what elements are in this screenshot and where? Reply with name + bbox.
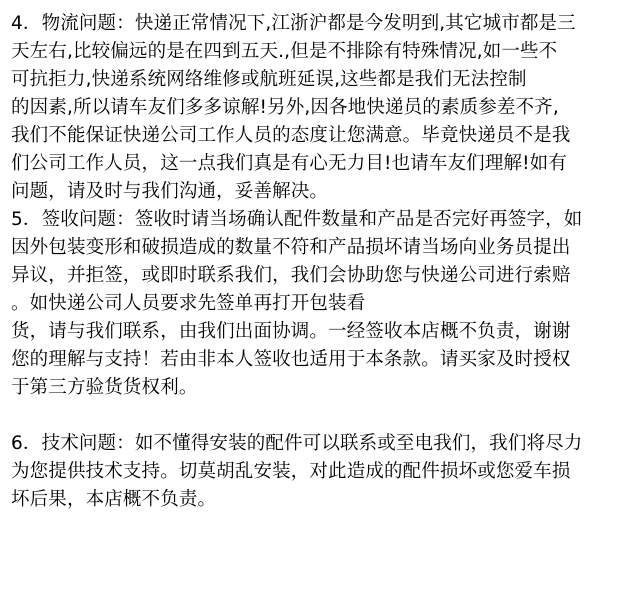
policy-document	[11, 10, 617, 514]
text-line: 问题，请及时与我们沟通，妥善解决。	[11, 181, 329, 202]
text-line: 5．签收问题：签收时请当场确认配件数量和产品是否完好再签字，如	[11, 209, 583, 230]
section-signing	[11, 206, 617, 402]
text-line: 天左右,比较偏远的是在四到五天.,但是不排除有特殊情况,如一些不	[11, 41, 558, 62]
paragraph-gap	[11, 402, 617, 430]
text-line: 我们不能保证快递公司工作人员的态度让您满意。毕竟快递员不是我	[11, 125, 571, 146]
text-line: 异议，并拒签，或即时联系我们，我们会协助您与快递公司进行索赔	[11, 265, 571, 286]
text-line: 4．物流问题：快递正常情况下,江浙沪都是今发明到,其它城市都是三	[11, 13, 576, 34]
text-line: 。如快递公司人员要求先签单再打开包装看	[11, 293, 366, 314]
text-line: 因外包装变形和破损造成的数量不符和产品损坏请当场向业务员提出	[11, 237, 571, 258]
section-logistics	[11, 10, 617, 206]
text-line: 于第三方验货货权利。	[11, 377, 198, 398]
text-line: 货，请与我们联系，由我们出面协调。一经签收本店概不负责，谢谢	[11, 321, 571, 342]
text-line: 们公司工作人员，这一点我们真是有心无力目!也请车友们理解!如有	[11, 153, 567, 174]
text-line: 的因素,所以请车友们多多谅解!另外,因各地快递员的素质参差不齐,	[11, 97, 559, 118]
text-line: 为您提供技术支持。切莫胡乱安装，对此造成的配件损坏或您爱车损	[11, 461, 571, 482]
text-line: 6．技术问题：如不懂得安装的配件可以联系或至电我们，我们将尽力	[11, 433, 583, 454]
text-line: 可抗拒力,快递系统网络维修或航班延误,这些都是我们无法控制	[11, 69, 527, 90]
text-line: 您的理解与支持！若由非本人签收也适用于本条款。请买家及时授权	[11, 349, 571, 370]
section-technical	[11, 430, 617, 514]
text-line: 坏后果，本店概不负责。	[11, 489, 217, 510]
